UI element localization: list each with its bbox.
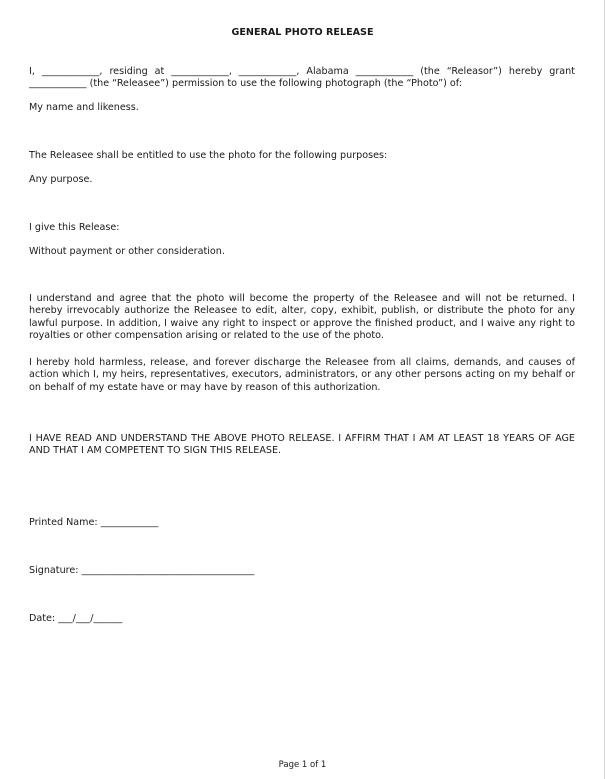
purposes-value: Any purpose. — [29, 174, 93, 185]
consideration-value: Without payment or other consideration. — [29, 246, 225, 257]
date-line: Date: ___/___/______ — [29, 613, 123, 624]
photo-subject: My name and likeness. — [29, 102, 139, 113]
signature-line: Signature: ____________________________________ — [29, 565, 255, 576]
affirmation-paragraph: I HAVE READ AND UNDERSTAND THE ABOVE PHOTO RELEASE. I AFFIRM THAT I AM AT LEAST 18 YEARS OF AGE AND THAT I AM COMPETENT TO SIGN THIS RELEASE. — [29, 433, 575, 457]
purposes-heading: The Releasee shall be entitled to use the photo for the following purposes: — [29, 150, 388, 161]
printed-name-line: Printed Name: ____________ — [29, 517, 159, 528]
intro-paragraph: I, ____________, residing at ____________, ____________, Alabama ____________ (the “Releasor”) hereby grant ____________ (the “Releasee”) permission to use the following photograph (the “Photo”) of: — [29, 66, 575, 90]
hold-harmless-paragraph: I hereby hold harmless, release, and forever discharge the Releasee from all claims, demands, and causes of action which I, my heirs, representatives, executors, administrators, or any other persons acting on my behalf or on behalf of my estate have or may have by reason of this authorization. — [29, 357, 575, 393]
property-paragraph: I understand and agree that the photo will become the property of the Releasee and will not be returned. I hereby irrevocably authorize the Releasee to edit, alter, copy, exhibit, publish, or distribute the photo for any lawful purpose. In addition, I waive any right to inspect or approve the finished product, and I waive any right to royalties or other compensation arising or related to the use of the photo. — [29, 293, 575, 342]
page-indicator: Page 1 of 1 — [278, 760, 327, 770]
consideration-heading: I give this Release: — [29, 222, 120, 233]
document-title: GENERAL PHOTO RELEASE — [231, 27, 374, 38]
